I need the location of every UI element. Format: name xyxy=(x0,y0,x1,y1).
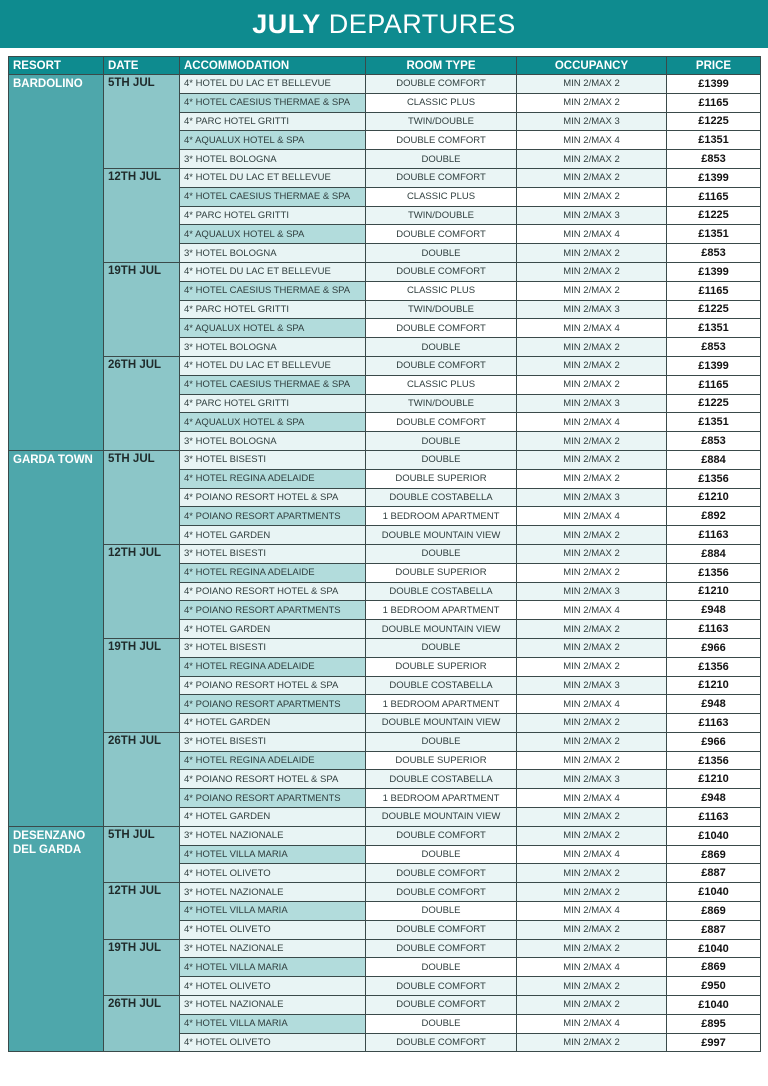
accommodation-cell: 4* HOTEL CAESIUS THERMAE & SPA xyxy=(180,93,366,112)
occupancy-cell: MIN 2/MAX 2 xyxy=(517,281,667,300)
accommodation-cell: 4* HOTEL DU LAC ET BELLEVUE xyxy=(180,262,366,281)
table-row xyxy=(9,638,761,657)
room-type-cell: DOUBLE xyxy=(366,544,517,563)
date-cell: 5TH JUL xyxy=(104,450,180,544)
accommodation-cell: 4* AQUALUX HOTEL & SPA xyxy=(180,319,366,338)
accommodation-cell: 3* HOTEL NAZIONALE xyxy=(180,996,366,1015)
room-type-cell: DOUBLE SUPERIOR xyxy=(366,563,517,582)
room-type-cell: DOUBLE COMFORT xyxy=(366,75,517,94)
room-type-cell: DOUBLE COMFORT xyxy=(366,977,517,996)
occupancy-cell: MIN 2/MAX 2 xyxy=(517,338,667,357)
room-type-cell: DOUBLE COMFORT xyxy=(366,864,517,883)
room-type-cell: DOUBLE MOUNTAIN VIEW xyxy=(366,808,517,827)
room-type-cell: DOUBLE COSTABELLA xyxy=(366,582,517,601)
occupancy-cell: MIN 2/MAX 2 xyxy=(517,826,667,845)
room-type-cell: DOUBLE SUPERIOR xyxy=(366,469,517,488)
price-cell: £892 xyxy=(667,507,761,526)
occupancy-cell: MIN 2/MAX 2 xyxy=(517,996,667,1015)
date-cell: 5TH JUL xyxy=(104,826,180,882)
accommodation-cell: 4* HOTEL VILLA MARIA xyxy=(180,958,366,977)
table-row xyxy=(9,450,761,469)
occupancy-cell: MIN 2/MAX 2 xyxy=(517,920,667,939)
accommodation-cell: 4* HOTEL GARDEN xyxy=(180,808,366,827)
price-cell: £1225 xyxy=(667,206,761,225)
price-cell: £853 xyxy=(667,338,761,357)
accommodation-cell: 3* HOTEL NAZIONALE xyxy=(180,826,366,845)
occupancy-cell: MIN 2/MAX 2 xyxy=(517,883,667,902)
price-cell: £1351 xyxy=(667,131,761,150)
room-type-cell: DOUBLE COMFORT xyxy=(366,826,517,845)
table-row xyxy=(9,996,761,1015)
accommodation-cell: 3* HOTEL BOLOGNA xyxy=(180,338,366,357)
price-cell: £1163 xyxy=(667,620,761,639)
room-type-cell: DOUBLE SUPERIOR xyxy=(366,657,517,676)
accommodation-cell: 4* HOTEL OLIVETO xyxy=(180,864,366,883)
price-cell: £853 xyxy=(667,244,761,263)
date-cell: 26TH JUL xyxy=(104,732,180,826)
date-cell: 26TH JUL xyxy=(104,996,180,1052)
room-type-cell: DOUBLE MOUNTAIN VIEW xyxy=(366,714,517,733)
price-cell: £1225 xyxy=(667,394,761,413)
occupancy-cell: MIN 2/MAX 2 xyxy=(517,544,667,563)
price-cell: £1356 xyxy=(667,751,761,770)
occupancy-cell: MIN 2/MAX 2 xyxy=(517,262,667,281)
room-type-cell: DOUBLE COMFORT xyxy=(366,225,517,244)
price-cell: £869 xyxy=(667,902,761,921)
header-row xyxy=(9,57,761,75)
price-cell: £1399 xyxy=(667,75,761,94)
room-type-cell: DOUBLE COMFORT xyxy=(366,356,517,375)
occupancy-cell: MIN 2/MAX 3 xyxy=(517,582,667,601)
occupancy-cell: MIN 2/MAX 3 xyxy=(517,488,667,507)
accommodation-cell: 4* POIANO RESORT APARTMENTS xyxy=(180,507,366,526)
price-cell: £895 xyxy=(667,1014,761,1033)
table-row xyxy=(9,826,761,845)
room-type-cell: CLASSIC PLUS xyxy=(366,93,517,112)
occupancy-cell: MIN 2/MAX 2 xyxy=(517,526,667,545)
occupancy-cell: MIN 2/MAX 2 xyxy=(517,977,667,996)
room-type-cell: DOUBLE COMFORT xyxy=(366,131,517,150)
occupancy-cell: MIN 2/MAX 2 xyxy=(517,657,667,676)
accommodation-cell: 3* HOTEL BOLOGNA xyxy=(180,244,366,263)
price-cell: £1351 xyxy=(667,319,761,338)
occupancy-cell: MIN 2/MAX 4 xyxy=(517,507,667,526)
accommodation-cell: 4* AQUALUX HOTEL & SPA xyxy=(180,225,366,244)
price-cell: £948 xyxy=(667,789,761,808)
accommodation-cell: 4* PARC HOTEL GRITTI xyxy=(180,206,366,225)
room-type-cell: CLASSIC PLUS xyxy=(366,281,517,300)
accommodation-cell: 4* POIANO RESORT HOTEL & SPA xyxy=(180,676,366,695)
accommodation-cell: 4* PARC HOTEL GRITTI xyxy=(180,300,366,319)
resort-cell: GARDA TOWN xyxy=(9,450,104,826)
accommodation-cell: 3* HOTEL BISESTI xyxy=(180,450,366,469)
occupancy-cell: MIN 2/MAX 4 xyxy=(517,695,667,714)
departures-table xyxy=(8,56,761,1052)
accommodation-cell: 4* HOTEL VILLA MARIA xyxy=(180,902,366,921)
title-rest: DEPARTURES xyxy=(328,9,516,39)
room-type-cell: DOUBLE COSTABELLA xyxy=(366,488,517,507)
occupancy-cell: MIN 2/MAX 2 xyxy=(517,375,667,394)
room-type-cell: DOUBLE COMFORT xyxy=(366,1033,517,1052)
occupancy-cell: MIN 2/MAX 3 xyxy=(517,206,667,225)
price-cell: £887 xyxy=(667,920,761,939)
accommodation-cell: 4* AQUALUX HOTEL & SPA xyxy=(180,131,366,150)
accommodation-cell: 4* PARC HOTEL GRITTI xyxy=(180,112,366,131)
price-cell: £887 xyxy=(667,864,761,883)
accommodation-cell: 4* PARC HOTEL GRITTI xyxy=(180,394,366,413)
occupancy-cell: MIN 2/MAX 3 xyxy=(517,300,667,319)
price-cell: £1399 xyxy=(667,356,761,375)
occupancy-cell: MIN 2/MAX 4 xyxy=(517,131,667,150)
price-cell: £1225 xyxy=(667,112,761,131)
price-cell: £1399 xyxy=(667,262,761,281)
title-bold: JULY xyxy=(252,9,321,39)
room-type-cell: DOUBLE xyxy=(366,150,517,169)
accommodation-cell: 4* HOTEL GARDEN xyxy=(180,620,366,639)
room-type-cell: DOUBLE MOUNTAIN VIEW xyxy=(366,620,517,639)
occupancy-cell: MIN 2/MAX 2 xyxy=(517,469,667,488)
room-type-cell: DOUBLE COMFORT xyxy=(366,168,517,187)
table-row xyxy=(9,262,761,281)
table-row xyxy=(9,75,761,94)
price-cell: £997 xyxy=(667,1033,761,1052)
price-cell: £1163 xyxy=(667,808,761,827)
price-cell: £884 xyxy=(667,450,761,469)
room-type-cell: DOUBLE xyxy=(366,450,517,469)
accommodation-cell: 4* POIANO RESORT APARTMENTS xyxy=(180,601,366,620)
price-cell: £1165 xyxy=(667,281,761,300)
price-cell: £1399 xyxy=(667,168,761,187)
accommodation-cell: 4* POIANO RESORT HOTEL & SPA xyxy=(180,582,366,601)
header-accommodation: ACCOMMODATION xyxy=(180,57,366,75)
price-cell: £869 xyxy=(667,958,761,977)
occupancy-cell: MIN 2/MAX 4 xyxy=(517,1014,667,1033)
room-type-cell: DOUBLE COMFORT xyxy=(366,939,517,958)
price-cell: £1165 xyxy=(667,375,761,394)
room-type-cell: CLASSIC PLUS xyxy=(366,375,517,394)
accommodation-cell: 4* POIANO RESORT APARTMENTS xyxy=(180,789,366,808)
room-type-cell: DOUBLE xyxy=(366,845,517,864)
room-type-cell: DOUBLE COSTABELLA xyxy=(366,676,517,695)
table-row xyxy=(9,356,761,375)
accommodation-cell: 4* HOTEL OLIVETO xyxy=(180,920,366,939)
price-cell: £1163 xyxy=(667,526,761,545)
price-cell: £1163 xyxy=(667,714,761,733)
header-occupancy: OCCUPANCY xyxy=(517,57,667,75)
table-row xyxy=(9,883,761,902)
resort-cell: BARDOLINO xyxy=(9,75,104,451)
room-type-cell: 1 BEDROOM APARTMENT xyxy=(366,789,517,808)
accommodation-cell: 4* HOTEL DU LAC ET BELLEVUE xyxy=(180,168,366,187)
room-type-cell: TWIN/DOUBLE xyxy=(366,112,517,131)
room-type-cell: DOUBLE SUPERIOR xyxy=(366,751,517,770)
accommodation-cell: 4* HOTEL CAESIUS THERMAE & SPA xyxy=(180,187,366,206)
accommodation-cell: 4* HOTEL DU LAC ET BELLEVUE xyxy=(180,75,366,94)
room-type-cell: DOUBLE COMFORT xyxy=(366,883,517,902)
accommodation-cell: 4* HOTEL VILLA MARIA xyxy=(180,1014,366,1033)
accommodation-cell: 3* HOTEL NAZIONALE xyxy=(180,883,366,902)
occupancy-cell: MIN 2/MAX 2 xyxy=(517,620,667,639)
occupancy-cell: MIN 2/MAX 2 xyxy=(517,714,667,733)
header-date: DATE xyxy=(104,57,180,75)
occupancy-cell: MIN 2/MAX 2 xyxy=(517,168,667,187)
table-row xyxy=(9,168,761,187)
price-cell: £948 xyxy=(667,695,761,714)
price-cell: £1210 xyxy=(667,582,761,601)
accommodation-cell: 3* HOTEL BISESTI xyxy=(180,638,366,657)
price-cell: £948 xyxy=(667,601,761,620)
price-cell: £1210 xyxy=(667,488,761,507)
accommodation-cell: 4* HOTEL REGINA ADELAIDE xyxy=(180,751,366,770)
occupancy-cell: MIN 2/MAX 2 xyxy=(517,751,667,770)
date-cell: 19TH JUL xyxy=(104,638,180,732)
date-cell: 12TH JUL xyxy=(104,544,180,638)
room-type-cell: 1 BEDROOM APARTMENT xyxy=(366,507,517,526)
accommodation-cell: 4* HOTEL OLIVETO xyxy=(180,1033,366,1052)
price-cell: £1040 xyxy=(667,996,761,1015)
price-cell: £1040 xyxy=(667,939,761,958)
accommodation-cell: 3* HOTEL BISESTI xyxy=(180,732,366,751)
price-cell: £1040 xyxy=(667,826,761,845)
occupancy-cell: MIN 2/MAX 2 xyxy=(517,808,667,827)
room-type-cell: TWIN/DOUBLE xyxy=(366,206,517,225)
room-type-cell: DOUBLE xyxy=(366,732,517,751)
room-type-cell: DOUBLE COMFORT xyxy=(366,920,517,939)
date-cell: 19TH JUL xyxy=(104,939,180,995)
price-cell: £1165 xyxy=(667,187,761,206)
accommodation-cell: 4* HOTEL GARDEN xyxy=(180,526,366,545)
occupancy-cell: MIN 2/MAX 2 xyxy=(517,432,667,451)
price-cell: £1210 xyxy=(667,770,761,789)
price-cell: £1356 xyxy=(667,563,761,582)
price-cell: £1165 xyxy=(667,93,761,112)
price-cell: £1040 xyxy=(667,883,761,902)
occupancy-cell: MIN 2/MAX 4 xyxy=(517,319,667,338)
room-type-cell: DOUBLE COMFORT xyxy=(366,319,517,338)
accommodation-cell: 4* POIANO RESORT APARTMENTS xyxy=(180,695,366,714)
accommodation-cell: 3* HOTEL BOLOGNA xyxy=(180,432,366,451)
price-cell: £853 xyxy=(667,432,761,451)
price-cell: £966 xyxy=(667,638,761,657)
accommodation-cell: 4* HOTEL CAESIUS THERMAE & SPA xyxy=(180,375,366,394)
date-cell: 5TH JUL xyxy=(104,75,180,169)
room-type-cell: TWIN/DOUBLE xyxy=(366,394,517,413)
price-cell: £1356 xyxy=(667,657,761,676)
date-cell: 12TH JUL xyxy=(104,168,180,262)
accommodation-cell: 4* HOTEL OLIVETO xyxy=(180,977,366,996)
date-cell: 19TH JUL xyxy=(104,262,180,356)
room-type-cell: DOUBLE COMFORT xyxy=(366,996,517,1015)
occupancy-cell: MIN 2/MAX 2 xyxy=(517,563,667,582)
accommodation-cell: 4* POIANO RESORT HOTEL & SPA xyxy=(180,488,366,507)
price-cell: £853 xyxy=(667,150,761,169)
accommodation-cell: 4* HOTEL DU LAC ET BELLEVUE xyxy=(180,356,366,375)
occupancy-cell: MIN 2/MAX 3 xyxy=(517,112,667,131)
header-room-type: ROOM TYPE xyxy=(366,57,517,75)
resort-cell: DESENZANO DEL GARDA xyxy=(9,826,104,1052)
accommodation-cell: 4* HOTEL REGINA ADELAIDE xyxy=(180,563,366,582)
occupancy-cell: MIN 2/MAX 4 xyxy=(517,225,667,244)
room-type-cell: DOUBLE xyxy=(366,244,517,263)
occupancy-cell: MIN 2/MAX 2 xyxy=(517,638,667,657)
room-type-cell: DOUBLE xyxy=(366,638,517,657)
price-cell: £1351 xyxy=(667,413,761,432)
room-type-cell: DOUBLE MOUNTAIN VIEW xyxy=(366,526,517,545)
room-type-cell: CLASSIC PLUS xyxy=(366,187,517,206)
table-row xyxy=(9,544,761,563)
price-cell: £1351 xyxy=(667,225,761,244)
occupancy-cell: MIN 2/MAX 2 xyxy=(517,450,667,469)
occupancy-cell: MIN 2/MAX 2 xyxy=(517,939,667,958)
occupancy-cell: MIN 2/MAX 2 xyxy=(517,75,667,94)
occupancy-cell: MIN 2/MAX 2 xyxy=(517,864,667,883)
accommodation-cell: 4* HOTEL CAESIUS THERMAE & SPA xyxy=(180,281,366,300)
occupancy-cell: MIN 2/MAX 2 xyxy=(517,93,667,112)
room-type-cell: 1 BEDROOM APARTMENT xyxy=(366,695,517,714)
room-type-cell: 1 BEDROOM APARTMENT xyxy=(366,601,517,620)
price-cell: £869 xyxy=(667,845,761,864)
price-cell: £1225 xyxy=(667,300,761,319)
room-type-cell: DOUBLE xyxy=(366,902,517,921)
occupancy-cell: MIN 2/MAX 2 xyxy=(517,1033,667,1052)
accommodation-cell: 4* HOTEL VILLA MARIA xyxy=(180,845,366,864)
table-row xyxy=(9,939,761,958)
occupancy-cell: MIN 2/MAX 2 xyxy=(517,356,667,375)
occupancy-cell: MIN 2/MAX 3 xyxy=(517,394,667,413)
price-cell: £1210 xyxy=(667,676,761,695)
occupancy-cell: MIN 2/MAX 4 xyxy=(517,958,667,977)
occupancy-cell: MIN 2/MAX 2 xyxy=(517,244,667,263)
occupancy-cell: MIN 2/MAX 2 xyxy=(517,150,667,169)
accommodation-cell: 3* HOTEL BOLOGNA xyxy=(180,150,366,169)
occupancy-cell: MIN 2/MAX 2 xyxy=(517,187,667,206)
room-type-cell: TWIN/DOUBLE xyxy=(366,300,517,319)
occupancy-cell: MIN 2/MAX 4 xyxy=(517,413,667,432)
page-title xyxy=(0,0,768,48)
occupancy-cell: MIN 2/MAX 4 xyxy=(517,845,667,864)
price-cell: £950 xyxy=(667,977,761,996)
occupancy-cell: MIN 2/MAX 4 xyxy=(517,789,667,808)
accommodation-cell: 4* AQUALUX HOTEL & SPA xyxy=(180,413,366,432)
occupancy-cell: MIN 2/MAX 4 xyxy=(517,601,667,620)
occupancy-cell: MIN 2/MAX 4 xyxy=(517,902,667,921)
date-cell: 12TH JUL xyxy=(104,883,180,939)
accommodation-cell: 4* POIANO RESORT HOTEL & SPA xyxy=(180,770,366,789)
room-type-cell: DOUBLE xyxy=(366,338,517,357)
header-resort: RESORT xyxy=(9,57,104,75)
occupancy-cell: MIN 2/MAX 2 xyxy=(517,732,667,751)
accommodation-cell: 3* HOTEL BISESTI xyxy=(180,544,366,563)
accommodation-cell: 3* HOTEL NAZIONALE xyxy=(180,939,366,958)
price-cell: £966 xyxy=(667,732,761,751)
accommodation-cell: 4* HOTEL REGINA ADELAIDE xyxy=(180,657,366,676)
price-cell: £1356 xyxy=(667,469,761,488)
occupancy-cell: MIN 2/MAX 3 xyxy=(517,770,667,789)
occupancy-cell: MIN 2/MAX 3 xyxy=(517,676,667,695)
room-type-cell: DOUBLE xyxy=(366,1014,517,1033)
date-cell: 26TH JUL xyxy=(104,356,180,450)
accommodation-cell: 4* HOTEL REGINA ADELAIDE xyxy=(180,469,366,488)
accommodation-cell: 4* HOTEL GARDEN xyxy=(180,714,366,733)
room-type-cell: DOUBLE COMFORT xyxy=(366,413,517,432)
room-type-cell: DOUBLE xyxy=(366,432,517,451)
table-body xyxy=(9,75,761,1052)
header-price: PRICE xyxy=(667,57,761,75)
room-type-cell: DOUBLE COMFORT xyxy=(366,262,517,281)
room-type-cell: DOUBLE COSTABELLA xyxy=(366,770,517,789)
room-type-cell: DOUBLE xyxy=(366,958,517,977)
price-cell: £884 xyxy=(667,544,761,563)
table-row xyxy=(9,732,761,751)
